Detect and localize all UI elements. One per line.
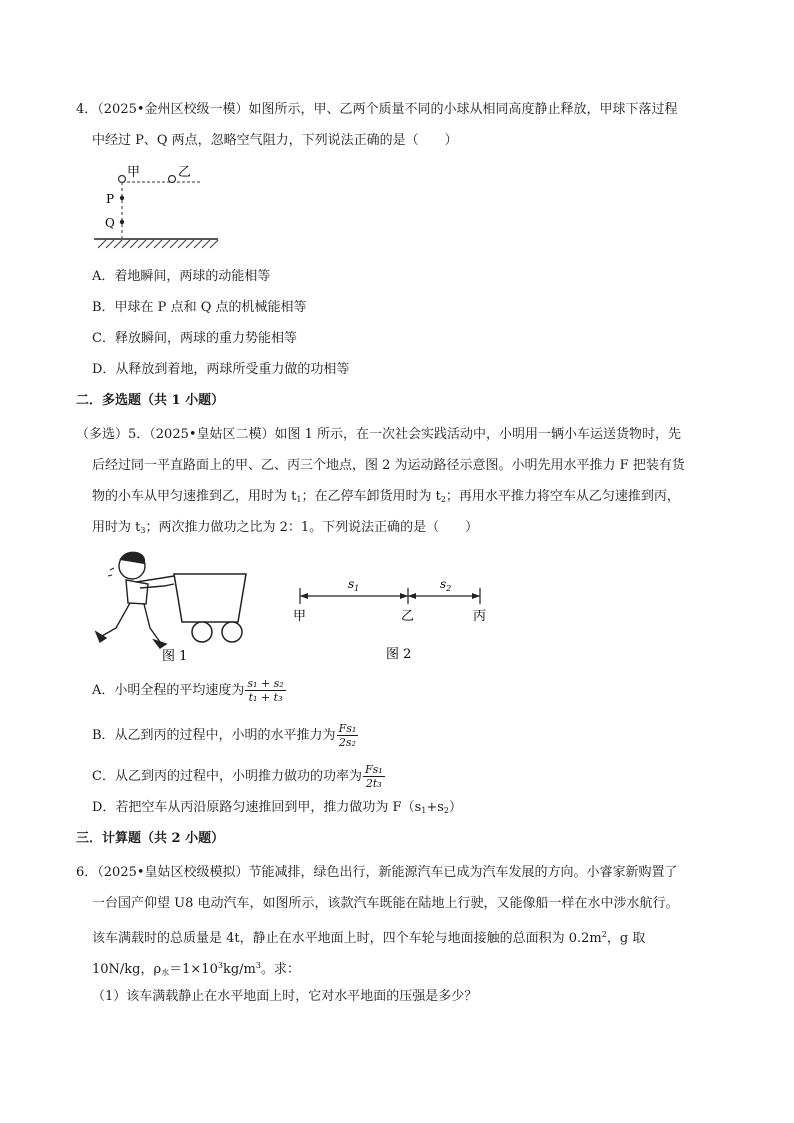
q5-stem-line2: 后经过同一平直路面上的甲、乙、丙三个地点，图 2 为运动路径示意图。小明先用水平推力 F 把装有货	[92, 458, 685, 473]
point-q-dot	[120, 220, 124, 224]
q5-option-b: B．从乙到丙的过程中，小明的水平推力为 $\frac{\text{Fs₁}}{\text{2s₂}}$	[92, 722, 357, 749]
section2-title: 二．多选题（共 1 小题）	[76, 393, 225, 408]
fraction-b: $\frac{\text{Fs₁}}{\text{2s₂}}$	[338, 722, 357, 749]
q4-option-b: B．甲球在 P 点和 Q 点的机械能相等	[92, 300, 307, 315]
cart-illustration	[174, 574, 246, 642]
ball-jia	[119, 176, 126, 183]
section3-title: 三．计算题（共 2 小题）	[76, 831, 225, 846]
ground-hatching	[98, 240, 218, 248]
fig2-s2-label: $s_2$	[440, 577, 452, 593]
q4-stem-line2: 中经过 P、Q 两点，忽略空气阻力，下列说法正确的是（ ）	[92, 133, 458, 148]
fig2-point-yi: 乙	[401, 609, 415, 624]
q6-stem-line2: 一台国产仰望 U8 电动汽车，如图所示，该款汽车既能在陆地上行驶，又能像船一样在水中涉水航行。	[92, 896, 679, 911]
route-line	[300, 588, 480, 604]
label-jia: 甲	[127, 165, 141, 180]
q4-option-c: C．释放瞬间，两球的重力势能相等	[92, 331, 297, 346]
fraction-a: $\frac{\text{s₁ + s₂}}{\text{t₁ + t₃}}$	[247, 677, 284, 704]
boy-illustration	[96, 552, 174, 648]
ball-yi	[169, 176, 176, 183]
q5-option-d: D．若把空车从丙沿原路匀速推回到甲，推力做功为 $F(s_1+s_2)$	[92, 800, 463, 815]
fig1-caption: 图 1	[162, 649, 188, 664]
q6-stem-line4: 10N/kg，$\rho_水=1\times 10^3kg/m^3$。求：	[92, 961, 300, 977]
q5-stem-line4: 用时为 $t_3$；两次推力做功之比为 2：1。下列说法正确的是（ ）	[92, 520, 479, 535]
q4-stem-line1: 4．（2025•金州区校级一模）如图所示，甲、乙两个质量不同的小球从相同高度静止释放，甲球下落过程	[76, 102, 678, 117]
fraction-c: $\frac{\text{Fs₁}}{\text{2t₃}}$	[364, 763, 383, 790]
label-q: Q	[105, 216, 115, 230]
point-p-dot	[120, 196, 124, 200]
q5-stem-line3: 物的小车从甲匀速推到乙，用时为 $t_1$；在乙停车卸货用时为 $t_2$；再用水平推力将空车从乙匀速推到丙，	[92, 489, 680, 504]
q4-option-a: A．着地瞬间，两球的动能相等	[92, 269, 271, 284]
q5-stem-line1: （多选）5．（2025•皇姑区二模）如图 1 所示，在一次社会实践活动中，小明用一辆小车运送货物时，先	[76, 427, 682, 442]
fig2-caption: 图 2	[386, 647, 412, 662]
q6-stem-line3: 该车满载时的总质量是 4t，静止在水平地面上时，四个车轮与地面接触的总面积为 $0.2m^2$，g 取	[92, 930, 646, 946]
q4-option-d: D．从释放到着地，两球所受重力做的功相等	[92, 362, 350, 377]
fig2-s1-label: $s_1$	[348, 577, 360, 593]
fig2-point-jia: 甲	[293, 609, 307, 624]
label-yi: 乙	[178, 165, 192, 180]
q5-figure1	[92, 548, 272, 668]
q5-option-c: C．从乙到丙的过程中，小明推力做功的功率为 $\frac{\text{Fs₁}}{\text{2t₃}}$	[92, 763, 383, 790]
q4-figure	[92, 160, 222, 252]
q5-figure2	[290, 572, 500, 672]
q6-part1: （1）该车满载静止在水平地面上时，它对水平地面的压强是多少？	[92, 989, 478, 1004]
label-p: P	[106, 192, 115, 206]
fig2-point-bing: 丙	[473, 609, 487, 624]
q5-option-a: A．小明全程的平均速度为 $\frac{\text{s₁ + s₂}}{\text{t₁ + t₃}}$	[92, 677, 284, 704]
q6-stem-line1: 6．（2025•皇姑区校级模拟）节能减排，绿色出行，新能源汽车已成为汽车发展的方向。小睿家新购置了	[76, 865, 678, 880]
